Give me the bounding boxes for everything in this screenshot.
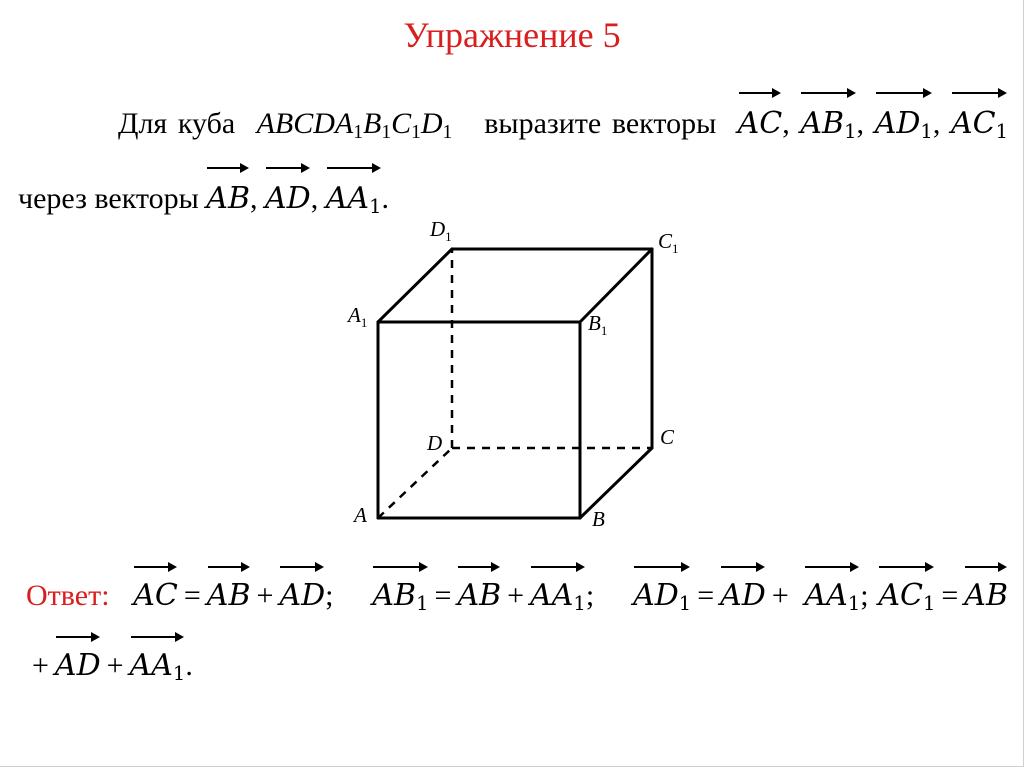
answer-vector-ad: AD: [279, 562, 325, 624]
slide-title: Упражнение 5: [403, 15, 621, 55]
vector-ac: AC: [738, 88, 783, 154]
vector-ab: AB: [206, 163, 250, 229]
problem-text-3: через векторы: [18, 181, 199, 215]
vertex-label-a1: $A_1$: [348, 303, 368, 330]
answer-block: Ответ: AC = AB + AD; $AB_1$ = AB + $AA_1$; $AD_1$ = AD + $AA_1$; $AC_1 = AB+$ AD + $AA_1$.: [26, 562, 1008, 702]
problem-text-2: выразите векторы: [484, 107, 717, 140]
answer-vector-aa1: $AA_1$: [130, 632, 186, 702]
vertex-label-c: C: [660, 425, 675, 449]
problem-statement: Для куба $ABCDA_1B_1C_1D_1$ выразите векторы AC, $AB_1$, $AD_1$, $AC_1$ через векторы AB, AD, $AA_1$.: [18, 88, 1008, 237]
answer-vector-ab: AB: [207, 562, 251, 624]
vertex-label-c1: $C_1$: [658, 229, 679, 256]
vector-ab1: $AB_1$: [800, 88, 856, 162]
answer-vector-aa1: $AA_1$: [530, 562, 586, 632]
answer-vector-ad1: $AD_1$: [633, 562, 691, 632]
answer-vector-ac: AC: [133, 562, 178, 624]
vector-ad1: $AD_1$: [875, 88, 933, 162]
cube-diagram: [330, 212, 710, 542]
answer-vector-ab: AB: [457, 562, 501, 624]
edge-b-c: [580, 448, 652, 518]
vertex-label-b1: $B_1$: [588, 311, 608, 338]
vertex-label-d1: $D_1$: [430, 217, 452, 244]
problem-text-1: Для куба: [118, 107, 236, 140]
answer-vector-ac1: $AC_1$: [878, 562, 935, 632]
answer-vector-aa1: $AA_1$: [804, 562, 860, 632]
edge-a1-d1: [378, 249, 452, 322]
vector-ac1: $AC_1$: [951, 88, 1008, 162]
answer-vector-ab1: $AB_1$: [372, 562, 428, 632]
answer-vector-ad: AD: [55, 632, 101, 694]
vertex-label-a: A: [354, 503, 367, 527]
answer-vector-ad: AD: [720, 562, 766, 624]
answer-vector-ab: AB: [964, 562, 1008, 624]
answer-label: Ответ:: [26, 579, 110, 612]
vector-ad: AD: [265, 163, 311, 229]
vector-aa1: $AA_1$: [326, 163, 382, 237]
vertex-label-b: B: [592, 507, 605, 531]
vertex-label-d: D: [427, 431, 443, 455]
edge-a-d-hidden: [378, 448, 452, 518]
cube-name: $ABCDA_1B_1C_1D_1$: [256, 107, 453, 143]
